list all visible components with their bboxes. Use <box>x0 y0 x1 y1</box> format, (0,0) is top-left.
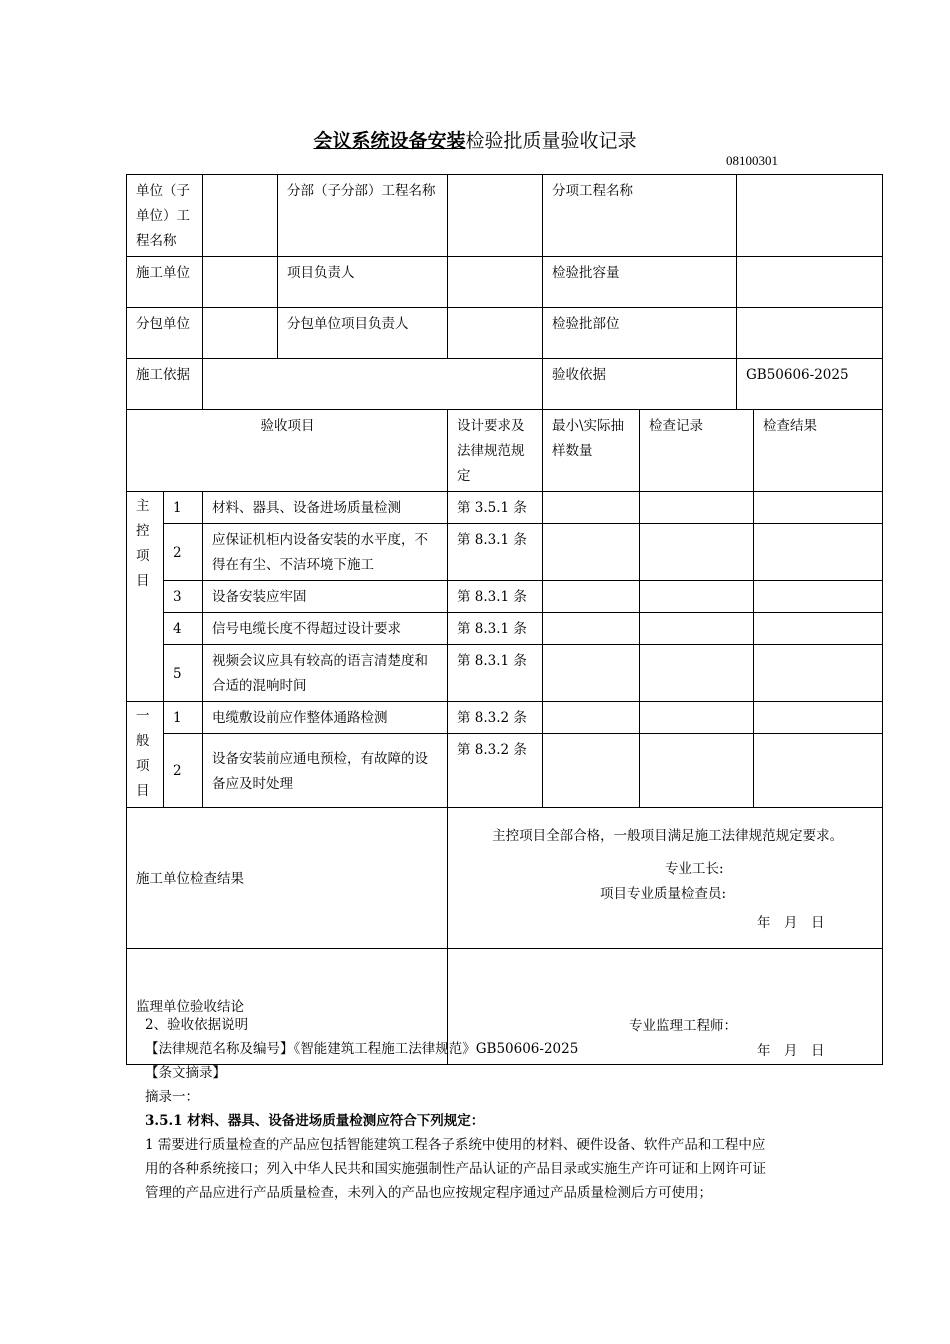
item-clause: 第 8.3.1 条 <box>448 613 543 645</box>
builder-value[interactable] <box>203 257 278 308</box>
unit-name-label: 单位（子单位）工程名称 <box>127 175 203 257</box>
clause-line: 用的各种系统接口；列入中华人民共和国实施强制性产品认证的产品目录或实施生产许可证和上网许可证 <box>145 1161 766 1177</box>
clause-title: 3.5.1 材料、器具、设备进场质量检测应符合下列规定： <box>145 1113 485 1129</box>
batch-location-value[interactable] <box>737 308 883 359</box>
item-no: 2 <box>164 734 203 808</box>
notes-standard: 【法律规范名称及编号】《智能建筑工程施工法律规范》GB50606-2025 <box>145 1041 579 1057</box>
clause-line: 1 需要进行质量检查的产品应包括智能建筑工程各子系统中使用的材料、硬件设备、软件产品和工程中应 <box>145 1137 766 1153</box>
item-clause: 第 8.3.2 条 <box>448 734 543 808</box>
table-row <box>127 734 883 808</box>
item-name-value[interactable] <box>737 175 883 257</box>
acceptance-basis-label: 验收依据 <box>543 359 737 410</box>
item-text: 应保证机柜内设备安装的水平度，不得在有尘、不洁环境下施工 <box>203 524 448 581</box>
subcontractor-label: 分包单位 <box>127 308 203 359</box>
sample-cell[interactable] <box>543 645 640 702</box>
item-text: 信号电缆长度不得超过设计要求 <box>203 613 448 645</box>
col-sample-header: 最小\实际抽样数量 <box>543 410 640 492</box>
result-cell[interactable] <box>754 581 883 613</box>
builder-check-text: 主控项目全部合格，一般项目满足施工法律规范规定要求。 <box>492 828 844 844</box>
item-no: 4 <box>164 613 203 645</box>
batch-capacity-label: 检验批容量 <box>543 257 737 308</box>
item-text: 材料、器具、设备进场质量检测 <box>203 492 448 524</box>
table-row <box>127 581 883 613</box>
builder-check-date: 年 月 日 <box>757 915 825 931</box>
record-cell[interactable] <box>640 702 754 734</box>
construction-basis-label: 施工依据 <box>127 359 203 410</box>
foreman-signature: 专业工长: <box>665 861 724 877</box>
clause-line: 管理的产品应进行产品质量检查，未列入的产品也应按规定程序通过产品质量检测后方可使用； <box>145 1185 712 1201</box>
table-row <box>127 702 883 734</box>
table-row <box>127 524 883 581</box>
builder-check-content[interactable] <box>448 808 883 949</box>
item-clause: 第 3.5.1 条 <box>448 492 543 524</box>
item-text: 设备安装前应通电预检，有故障的设备应及时处理 <box>203 734 448 808</box>
main-group-label: 主控项目 <box>127 492 164 702</box>
project-lead-label: 项目负责人 <box>278 257 448 308</box>
col-item-header: 验收项目 <box>127 410 448 492</box>
table-row <box>127 492 883 524</box>
notes-excerpt1: 摘录一： <box>145 1089 199 1105</box>
form-code: 08100301 <box>726 153 778 168</box>
col-result-header: 检查结果 <box>754 410 883 492</box>
item-no: 3 <box>164 581 203 613</box>
table-row <box>127 645 883 702</box>
acceptance-basis-value: GB50606-2025 <box>737 359 883 410</box>
item-name-label: 分项工程名称 <box>543 175 737 257</box>
col-design-header: 设计要求及法律规范规定 <box>448 410 543 492</box>
sample-cell[interactable] <box>543 613 640 645</box>
title-rest: 检验批质量验收记录 <box>465 130 637 152</box>
item-clause: 第 8.3.1 条 <box>448 524 543 581</box>
batch-capacity-value[interactable] <box>737 257 883 308</box>
sub-division-value[interactable] <box>448 175 543 257</box>
result-cell[interactable] <box>754 702 883 734</box>
sub-division-label: 分部（子分部）工程名称 <box>278 175 448 257</box>
sample-cell[interactable] <box>543 524 640 581</box>
sample-cell[interactable] <box>543 581 640 613</box>
item-no: 1 <box>164 702 203 734</box>
item-text: 视频会议应具有较高的语言清楚度和合适的混响时间 <box>203 645 448 702</box>
sub-lead-value[interactable] <box>448 308 543 359</box>
supervisor-signature: 专业监理工程师： <box>629 1018 737 1034</box>
record-cell[interactable] <box>640 492 754 524</box>
record-cell[interactable] <box>640 524 754 581</box>
item-no: 1 <box>164 492 203 524</box>
acceptance-notes <box>145 1013 825 1205</box>
subcontractor-value[interactable] <box>203 308 278 359</box>
item-no: 2 <box>164 524 203 581</box>
notes-excerpt: 【条文摘录】 <box>145 1065 226 1081</box>
title-underlined: 会议系统设备安装 <box>313 130 466 152</box>
item-text: 设备安装应牢固 <box>203 581 448 613</box>
record-cell[interactable] <box>640 645 754 702</box>
result-cell[interactable] <box>754 613 883 645</box>
table-row <box>127 613 883 645</box>
record-cell[interactable] <box>640 613 754 645</box>
item-no: 5 <box>164 645 203 702</box>
result-cell[interactable] <box>754 492 883 524</box>
item-clause: 第 8.3.1 条 <box>448 645 543 702</box>
record-cell[interactable] <box>640 734 754 808</box>
col-record-header: 检查记录 <box>640 410 754 492</box>
sub-lead-label: 分包单位项目负责人 <box>278 308 448 359</box>
construction-basis-value[interactable] <box>203 359 543 410</box>
item-text: 电缆敷设前应作整体通路检测 <box>203 702 448 734</box>
builder-check-label: 施工单位检查结果 <box>127 808 448 949</box>
general-group-label: 一般项目 <box>127 702 164 808</box>
result-cell[interactable] <box>754 524 883 581</box>
notes-heading: 2、验收依据说明 <box>145 1017 249 1033</box>
item-clause: 第 8.3.1 条 <box>448 581 543 613</box>
result-cell[interactable] <box>754 734 883 808</box>
unit-name-value[interactable] <box>203 175 278 257</box>
inspection-form <box>126 174 883 1065</box>
record-cell[interactable] <box>640 581 754 613</box>
sample-cell[interactable] <box>543 492 640 524</box>
supervisor-date: 年 月 日 <box>757 1043 825 1059</box>
builder-label: 施工单位 <box>127 257 203 308</box>
result-cell[interactable] <box>754 645 883 702</box>
item-clause: 第 8.3.2 条 <box>448 702 543 734</box>
project-lead-value[interactable] <box>448 257 543 308</box>
sample-cell[interactable] <box>543 702 640 734</box>
sample-cell[interactable] <box>543 734 640 808</box>
inspector-signature: 项目专业质量检查员: <box>600 886 727 902</box>
supervisor-label: 监理单位验收结论 <box>127 949 448 1065</box>
batch-location-label: 检验批部位 <box>543 308 737 359</box>
page-title <box>0 126 950 153</box>
